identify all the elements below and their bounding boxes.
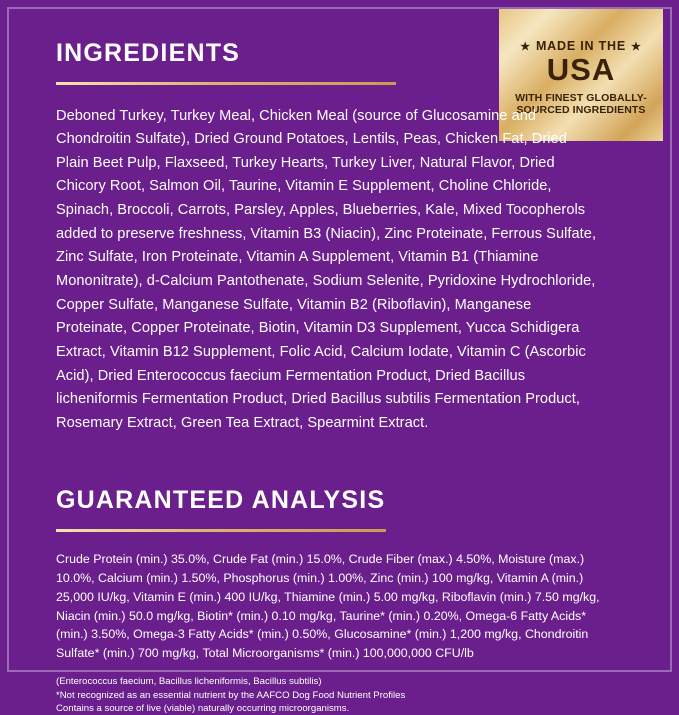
guaranteed-analysis-section bbox=[56, 487, 624, 715]
guaranteed-analysis-title: GUARANTEED ANALYSIS bbox=[56, 486, 386, 515]
ingredients-divider bbox=[56, 82, 396, 85]
star-icon-right: ★ bbox=[631, 41, 642, 54]
ingredients-title: INGREDIENTS bbox=[56, 39, 241, 67]
badge-usa-text: USA bbox=[546, 52, 616, 88]
badge-line1-text: MADE IN THE bbox=[535, 39, 627, 53]
ingredients-section bbox=[56, 39, 627, 435]
note-live-microorganisms: Contains a source of live (viable) naturally occurring microorganisms. bbox=[56, 702, 350, 714]
note-aafco-disclaimer: *Not recognized as an essential nutrient by the AAFCO Dog Food Nutrient Profiles bbox=[56, 689, 406, 701]
label-content bbox=[56, 39, 627, 715]
badge-subtext: WITH FINEST GLOBALLY-SOURCED INGREDIENTS bbox=[515, 91, 647, 117]
guaranteed-analysis-body: Crude Protein (min.) 35.0%, Crude Fat (min.) 15.0%, Crude Fiber (max.) 4.50%, Moisture (max.) 10.0%, Calcium (min.) 1.50%, Phosphorus (min.) 1.00%, Zinc (min.) 100 mg/kg, Vitamin A (min.) 25,000 IU/kg, Vitamin E (min.) 400 IU/kg, Thiamine (min.) 5.00 mg/kg, Riboflavin (min.) 7.50 mg/kg, Niacin (min.) 50.0 mg/kg, Biotin* (min.) 0.10 mg/kg, Taurine* (min.) 0.20%, Omega-6 Fatty Acids* (min.) 3.50%, Omega-3 Fatty Acids* (min.) 0.50%, Glucosamine* (min.) 1,200 mg/kg, Chondroitin Sulfate* (min.) 700 mg/kg, Total Microorganisms* (min.) 100,000,000 CFU/lb bbox=[56, 551, 600, 661]
ingredients-body: Deboned Turkey, Turkey Meal, Chicken Meal (source of Glucosamine and Chondroitin Sulfate), Dried Ground Potatoes, Lentils, Peas, Chicken Fat, Dried Plain Beet Pulp, Flaxseed, Turkey Hearts, Turkey Liver, Natural Flavor, Dried Chicory Root, Salmon Oil, Taurine, Vitamin E Supplement, Choline Chloride, Spinach, Broccoli, Carrots, Parsley, Apples, Blueberries, Kale, Mixed Tocopherols added to preserve freshness, Vitamin B3 (Niacin), Zinc Proteinate, Ferrous Sulfate, Zinc Sulfate, Iron Proteinate, Vitamin A Supplement, Vitamin B1 (Thiamine Mononitrate), d-Calcium Pantothenate, Sodium Selenite, Pyridoxine Hydrochloride, Copper Sulfate, Manganese Sulfate, Vitamin B2 (Riboflavin), Manganese Proteinate, Copper Proteinate, Biotin, Vitamin D3 Supplement, Yucca Schidigera Extract, Vitamin B12 Supplement, Folic Acid, Calcium Iodate, Vitamin C (Ascorbic Acid), Dried Enterococcus faecium Fermentation Product, Dried Bacillus licheniformis Fermentation Product, Dried Bacillus subtilis Fermentation Product, Rosemary Extract, Green Tea Extract, Spearmint Extract. bbox=[56, 107, 597, 431]
note-microorganism-species: (Enterococcus faecium, Bacillus licheniformis, Bacillus subtilis) bbox=[56, 676, 322, 688]
guaranteed-analysis-divider bbox=[56, 529, 386, 532]
guaranteed-analysis-notes bbox=[56, 675, 606, 715]
star-icon-left: ★ bbox=[520, 41, 531, 54]
